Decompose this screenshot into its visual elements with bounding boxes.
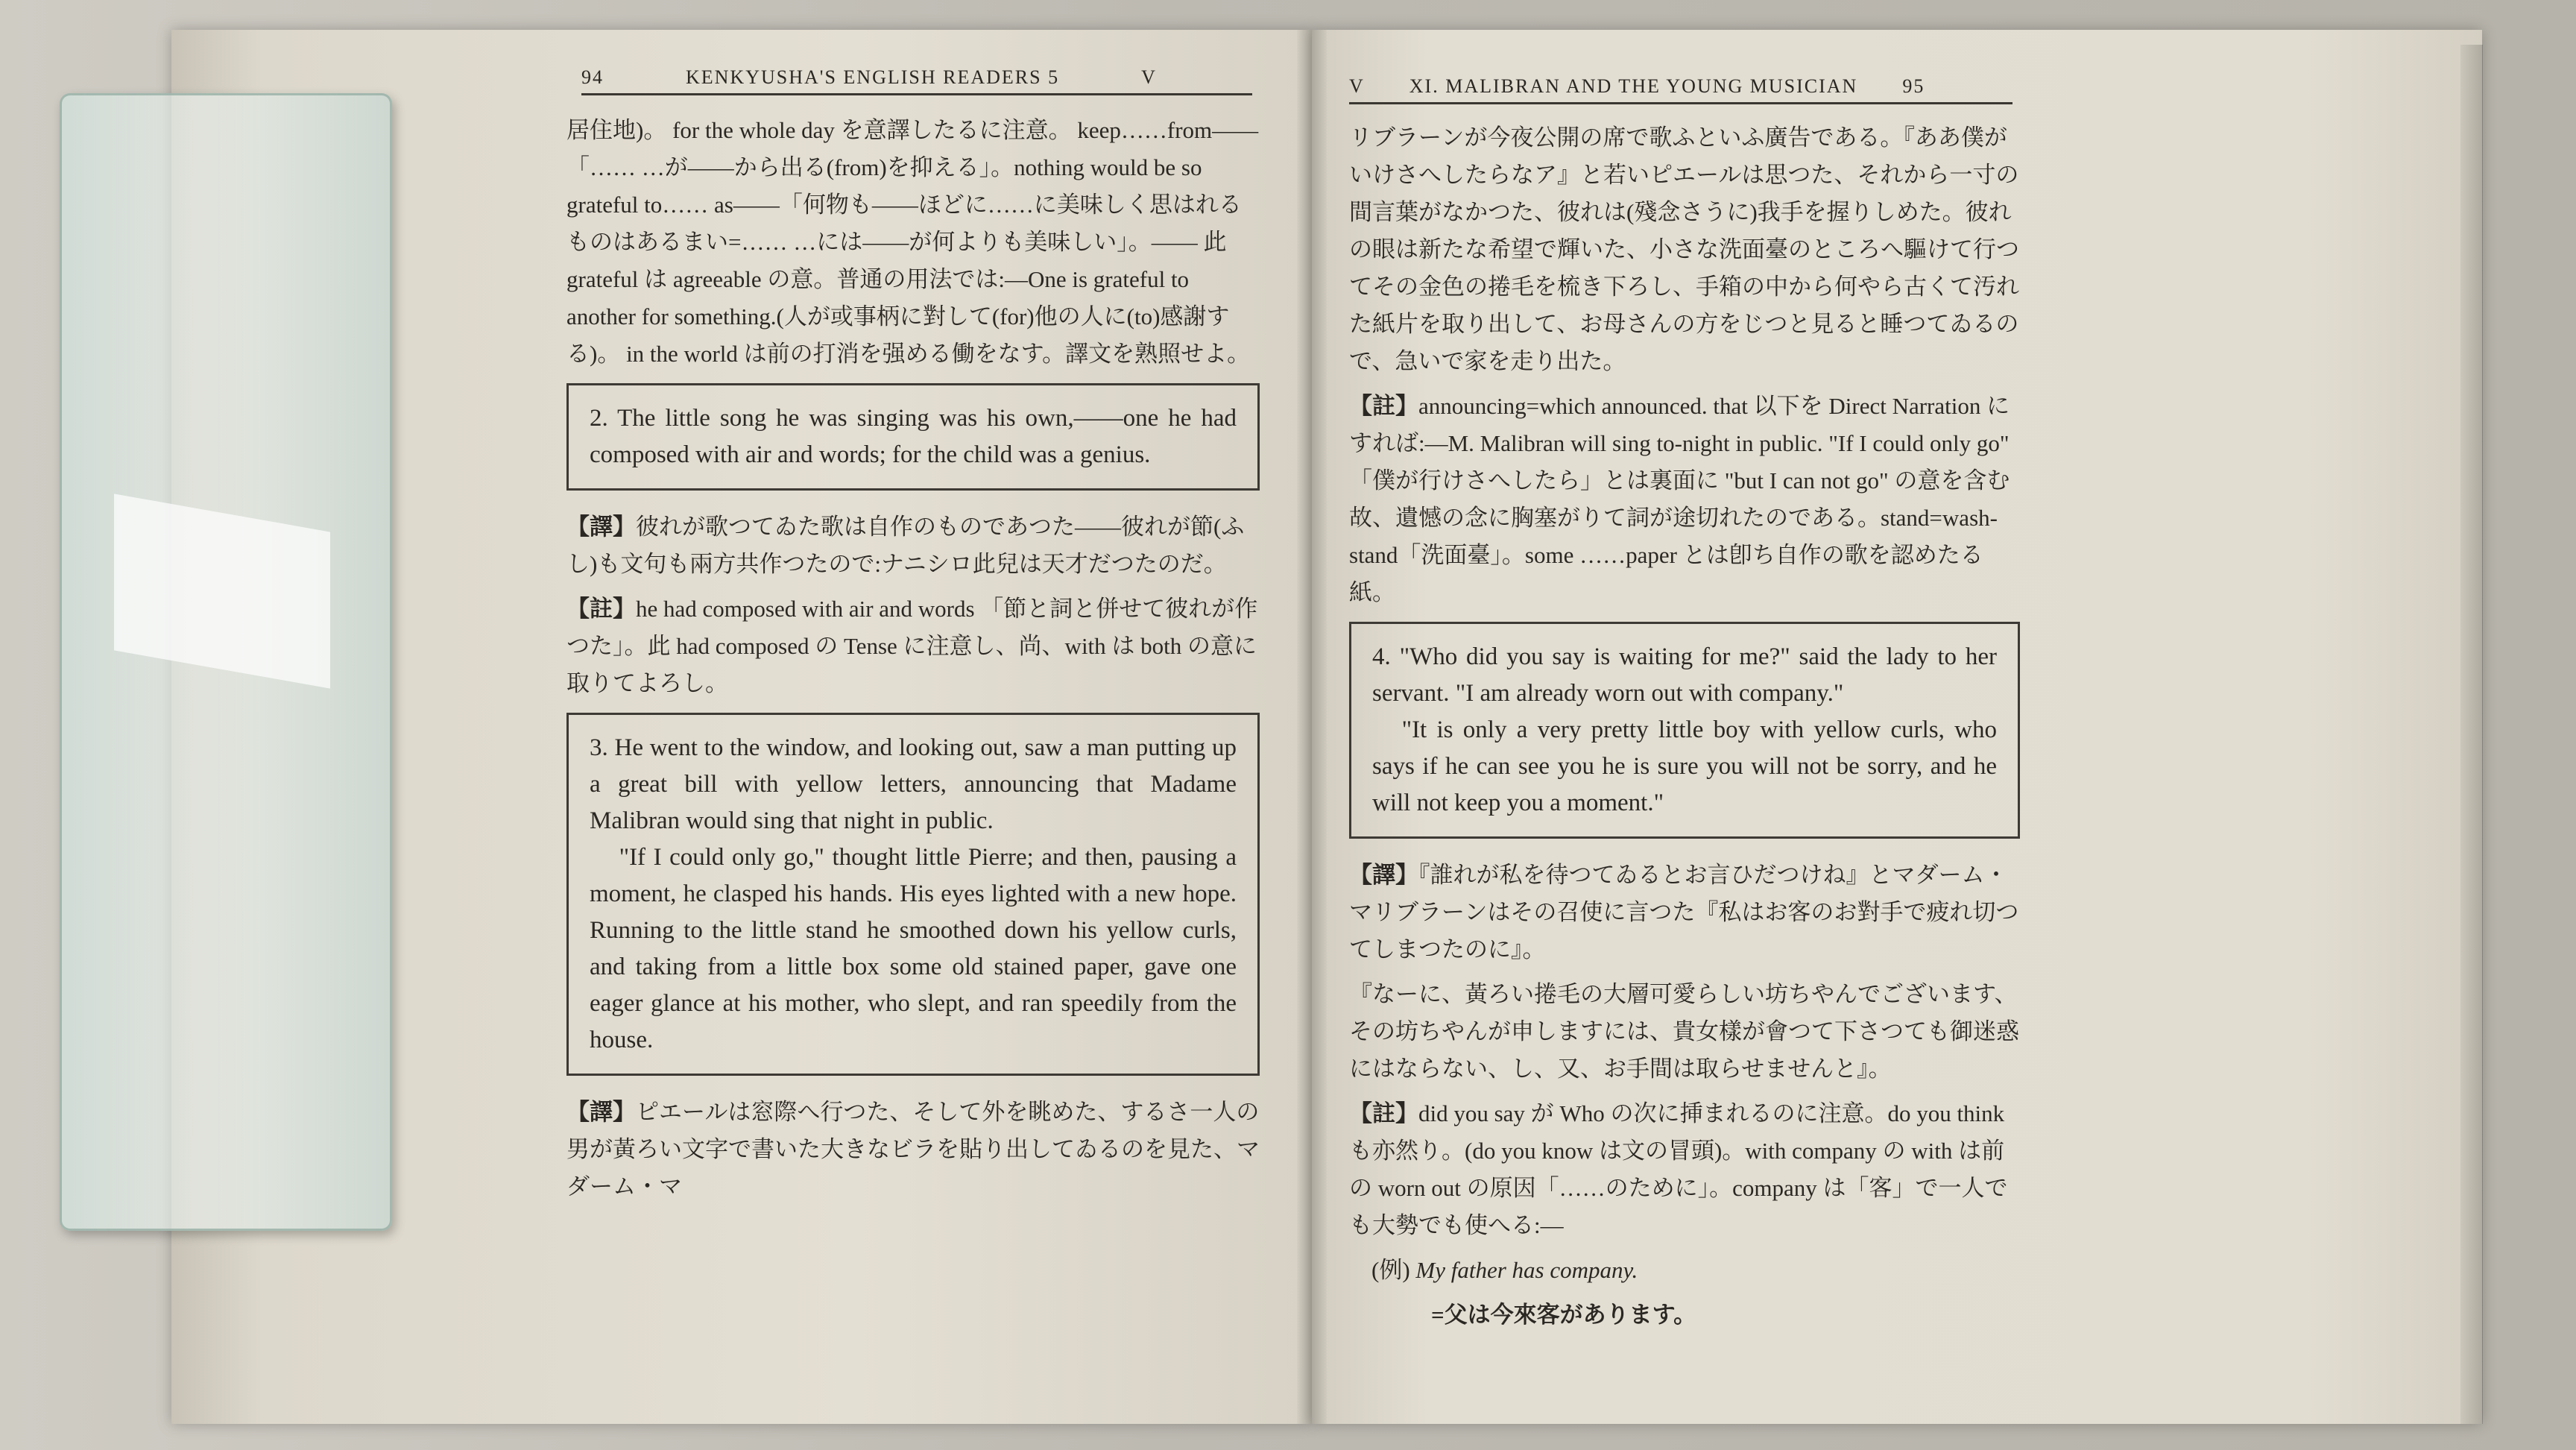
translation-4-continuation: 『なーに、黃ろい捲毛の大層可愛らしい坊ちやんでございます、その坊ちやんが申しますには、貴女樣が會つて下さつても御迷惑にはならない、し、又、お手間は取らせませんと』。 [1349,981,2019,1082]
note-2-text: he had composed with air and words 「節と詞と併せて彼れが作つた」。此 had composed の Tense に注意し、尚、with は both の意に取りてよろし。 [566,596,1258,696]
example-english: My father has company. [1415,1257,1638,1283]
passage-4-text: 4. "Who did you say is waiting for me?" said the lady to her servant. "I am already worn out with company." [1372,643,1997,707]
passage-2-text: 2. The little song he was singing was his own,——one he had composed with air and words; for the child was a genius. [590,405,1237,468]
left-running-title: KENKYUSHA'S ENGLISH READERS 5 [686,66,1060,88]
translation-3-continuation: リブラーンが今夜公開の席で歌ふといふ廣告である。『ああ僕がいけさへしたらなア』と若いピエールは思つた、それから一寸の間言葉がなかつた、彼れは(殘念さうに)我手を握りしめた。彼れの眼は新たな希望で輝いた、小さな洗面臺のところへ驅けて行つてその金色の捲毛を梳き下ろし、手箱の中から何やら古くて汚れた紙片を取り出して、お母さんの方をじつと見ると睡つてゐるので、急いで家を走り出た。 [1349,124,2019,374]
right-column [1349,119,2020,1341]
note-3-label: 【註】 [1349,393,1418,419]
example-label: (例) [1371,1257,1410,1283]
translation-2-label: 【譯】 [566,514,636,540]
passage-4-continuation: "It is only a very pretty little boy with yellow curls, who says if he can see you he is sure you will not be sorry, and he will not keep you a moment." [1372,716,1997,816]
left-page-number: 94 [581,66,604,88]
passage-4-box [1349,622,2020,839]
translation-4-label: 【譯】 [1349,862,1418,888]
glass-ruler [60,93,392,1231]
right-running-header [1349,60,2012,104]
example-japanese: =父は今來客があります。 [1431,1302,1697,1328]
left-running-header [581,51,1252,95]
passage-3-continuation: "If I could only go," thought little Pierre; and then, pausing a moment, he clasped his hands. His eyes lighted with a new hope. Running to the little stand he smoothed down his yellow curls, and taking from a little box some old stained paper, gave one eager glance at his mother, who slept, and ran speedily from the house. [590,844,1237,1053]
note-continuation: 居住地)。 for the whole day を意譯したるに注意。 keep……from—— 「…… …が——から出る(from)を抑える」。nothing would be so grateful to…… as——「何物も——ほどに……に美味しく思はれるものはあるまい=…… …には——が何よりも美味しい」。—— 此 grateful は agreeable の意。普通の用法では:—One is grateful to another for something.(人が或事柄に對して(for)他の人に(to)感謝する)。 in the world は前の打消を强める働をなす。譯文を熟照せよ。 [566,117,1259,367]
note-3-text: announcing=which announced. that 以下を Direct Narration にすれば:—M. Malibran will sing to-night in public. "If I could only go" 「僕が行けさへしたら」とは裏面に "but I can not go" の意を含む故、遺憾の念に胸塞がりて詞が途切れたのである。stand=wash-stand「洗面臺」。some ……paper とは卽ち自作の歌を認めたる紙。 [1349,393,2010,605]
note-2-label: 【註】 [566,596,636,622]
passage-3-box [566,713,1260,1076]
left-volume-mark: V [1141,66,1157,88]
translation-3-text: ピエールは窓際へ行つた、そして外を眺めた、するさ一人の男が黃ろい文字で書いた大きなビラを貼り出してゐるのを見た、マダーム・マ [566,1099,1260,1200]
right-volume-mark: V [1349,75,1365,97]
right-running-title: XI. MALIBRAN AND THE YOUNG MUSICIAN [1409,75,1858,97]
passage-2-box [566,383,1260,491]
passage-3-text: 3. He went to the window, and looking out, saw a man putting up a great bill with yellow letters, announcing that Madame Malibran would sing that night in public. [590,734,1237,834]
note-4-label: 【註】 [1349,1100,1418,1126]
translation-4-text: 『誰れが私を待つてゐるとお言ひだつけね』とマダーム・マリブラーンはその召使に言つた『私はお客のお對手で疲れ切つてしまつたのに』。 [1349,862,2019,962]
note-4-text: did you say が Who の次に挿まれるのに注意。do you think も亦然り。(do you know は文の冒頭)。with company の with は前の worn out の原因「……のために」。company は「客」で一人でも大勢でも使へる:— [1349,1100,2008,1238]
book-gutter [1297,30,1327,1424]
left-column [566,112,1260,1213]
translation-2-text: 彼れが歌つてゐた歌は自作のものであつた——彼れが節(ふし)も文句も兩方共作つたので:ナニシロ此兒は天才だつたのだ。 [566,514,1245,577]
translation-3-label: 【譯】 [566,1099,636,1125]
right-page-number: 95 [1902,75,1925,97]
page-edges [2460,45,2483,1424]
